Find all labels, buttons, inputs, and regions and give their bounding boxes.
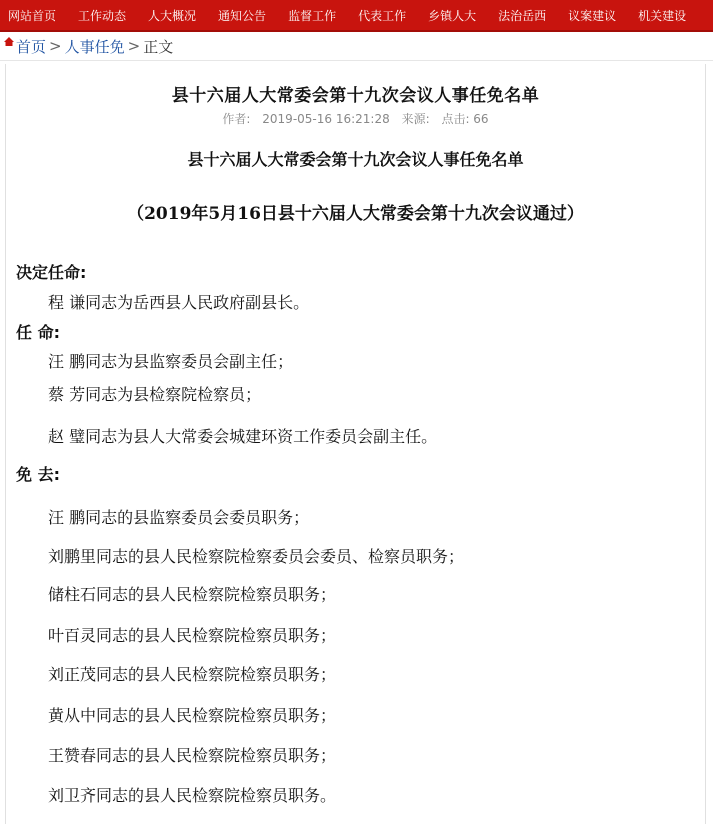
list-item: 赵 璧同志为县人大常委会城建环资工作委员会副主任。: [48, 427, 438, 446]
section-appoint: 任 命:: [16, 323, 60, 342]
meta-source: 来源:: [401, 112, 430, 126]
document-subtitle: （2019年5月16日县十六届人大常委会第十九次会议通过）: [127, 204, 584, 224]
breadcrumb-separator: >: [127, 37, 141, 55]
list-item: 黄从中同志的县人民检察院检察员职务；: [48, 706, 337, 725]
list-item: 王赞春同志的县人民检察院检察员职务；: [48, 746, 337, 765]
breadcrumb-home[interactable]: 首页: [16, 37, 47, 56]
list-item: 储柱石同志的县人民检察院检察员职务；: [48, 585, 337, 604]
section-remove: 免 去:: [16, 465, 60, 484]
breadcrumb-separator: >: [49, 37, 62, 55]
nav-deputy-work[interactable]: 代表工作: [358, 8, 407, 23]
document-title: 县十六届人大常委会第十九次会议人事任免名单: [187, 150, 524, 169]
list-item: 蔡 芳同志为县检察院检察员；: [48, 385, 262, 404]
article-meta: [6, 110, 705, 127]
list-item: 刘正茂同志的县人民检察院检察员职务；: [48, 665, 337, 684]
top-nav: [0, 0, 713, 32]
breadcrumb-category[interactable]: 人事任免: [64, 37, 125, 56]
breadcrumb: [0, 32, 713, 61]
breadcrumb-current: 正文: [143, 37, 174, 56]
nav-township[interactable]: 乡镇人大: [428, 8, 477, 23]
list-item: 程 谦同志为岳西县人民政府副县长。: [48, 293, 310, 312]
list-item: 刘鹏里同志的县人民检察院检察委员会委员、检察员职务；: [48, 547, 465, 566]
nav-overview[interactable]: 人大概况: [148, 8, 197, 23]
article: [5, 64, 706, 824]
nav-home[interactable]: 网站首页: [8, 8, 57, 23]
list-item: 汪 鹏同志为县监察委员会副主任；: [48, 352, 294, 371]
section-decide-appoint: 决定任命:: [16, 263, 87, 282]
article-title: 县十六届人大常委会第十九次会议人事任免名单: [171, 86, 540, 106]
list-item: 汪 鹏同志的县监察委员会委员职务；: [48, 508, 310, 527]
meta-clicks: 点击: 66: [441, 112, 489, 126]
nav-work-news[interactable]: 工作动态: [78, 8, 127, 23]
list-item: 刘卫齐同志的县人民检察院检察员职务。: [48, 786, 337, 805]
home-icon: [4, 37, 14, 49]
nav-notices[interactable]: 通知公告: [218, 8, 267, 23]
meta-author: 作者:: [222, 112, 251, 126]
list-item: 叶百灵同志的县人民检察院检察员职务；: [48, 626, 337, 645]
nav-organ[interactable]: 机关建设: [638, 8, 687, 23]
nav-proposals[interactable]: 议案建议: [568, 8, 617, 23]
meta-date: 2019-05-16 16:21:28: [262, 112, 390, 126]
nav-supervision[interactable]: 监督工作: [288, 8, 337, 23]
nav-rule-of-law[interactable]: 法治岳西: [498, 8, 547, 23]
